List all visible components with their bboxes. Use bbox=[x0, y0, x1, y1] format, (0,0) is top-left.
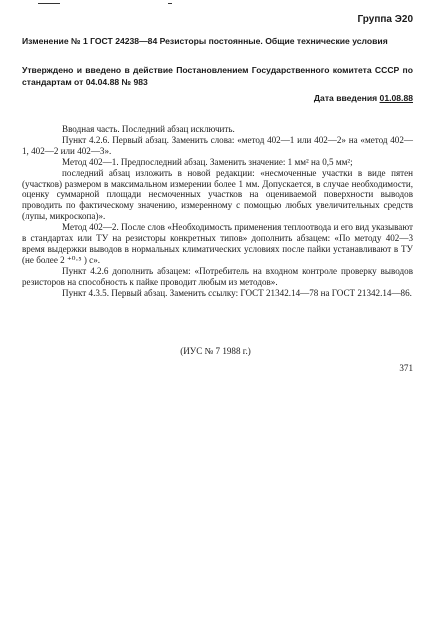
paragraph: Пункт 4.3.5. Первый абзац. Заменить ссылку: ГОСТ 21342.14—78 на ГОСТ 21342.14—86. bbox=[62, 287, 412, 298]
paragraph: Пункт 4.2.6 дополнить абзацем: «Потребитель на входном контроле проверку выводов резисторов на способность к пайке проводит любым из методов». bbox=[22, 265, 413, 287]
page-number: 371 bbox=[399, 363, 413, 373]
paragraph: последний абзац изложить в новой редакции: «несмоченные участки в виде пятен (участков) размером в максимальном измерении более 1 мм. Допускается, в случае необходимости, оценку суммарной площади несмоченных участков на оцениваемой поверхности выводов проводить по фактическому значению, измеренному с помощью любых увеличительных средств (лупы, микроскопа)». bbox=[22, 167, 413, 222]
approval-statement: Утверждено и введено в действие Постановлением Государственного комитета СССР по стандартам от 04.04.88 № 983 bbox=[22, 65, 413, 87]
group-label: Группа Э20 bbox=[357, 14, 413, 25]
publication-reference: (ИУС № 7 1988 г.) bbox=[180, 346, 251, 356]
paragraph: Вводная часть. Последний абзац исключить. bbox=[62, 124, 235, 134]
paragraph: Пункт 4.2.6. Первый абзац. Заменить слова: «метод 402—1 или 402—2» на «метод 402—1, 402—2 или 402—3». bbox=[22, 134, 413, 156]
introduction-date-value: 01.08.88 bbox=[379, 93, 413, 103]
introduction-date-label: Дата введения bbox=[313, 93, 378, 103]
amendment-title: Изменение № 1 ГОСТ 24238—84 Резисторы постоянные. Общие технические условия bbox=[22, 36, 388, 46]
introduction-date bbox=[314, 93, 413, 103]
paragraph: Метод 402—2. После слов «Необходимость применения теплоотвода и его вид указывают в стандартах или ТУ на резисторы конкретных типов» дополнить абзацем: «По методу 402—3 время выдержки выводов в нормальных климатических условиях после пайки устанавливают в ТУ (не более 2 ⁺⁰·⁵ ) с». bbox=[22, 222, 413, 265]
top-rule-middle bbox=[168, 3, 172, 4]
amendment-body bbox=[22, 124, 413, 299]
top-rule-left bbox=[38, 3, 60, 4]
paragraph: Метод 402—1. Предпоследний абзац. Заменить значение: 1 мм² на 0,5 мм²; bbox=[62, 156, 353, 167]
